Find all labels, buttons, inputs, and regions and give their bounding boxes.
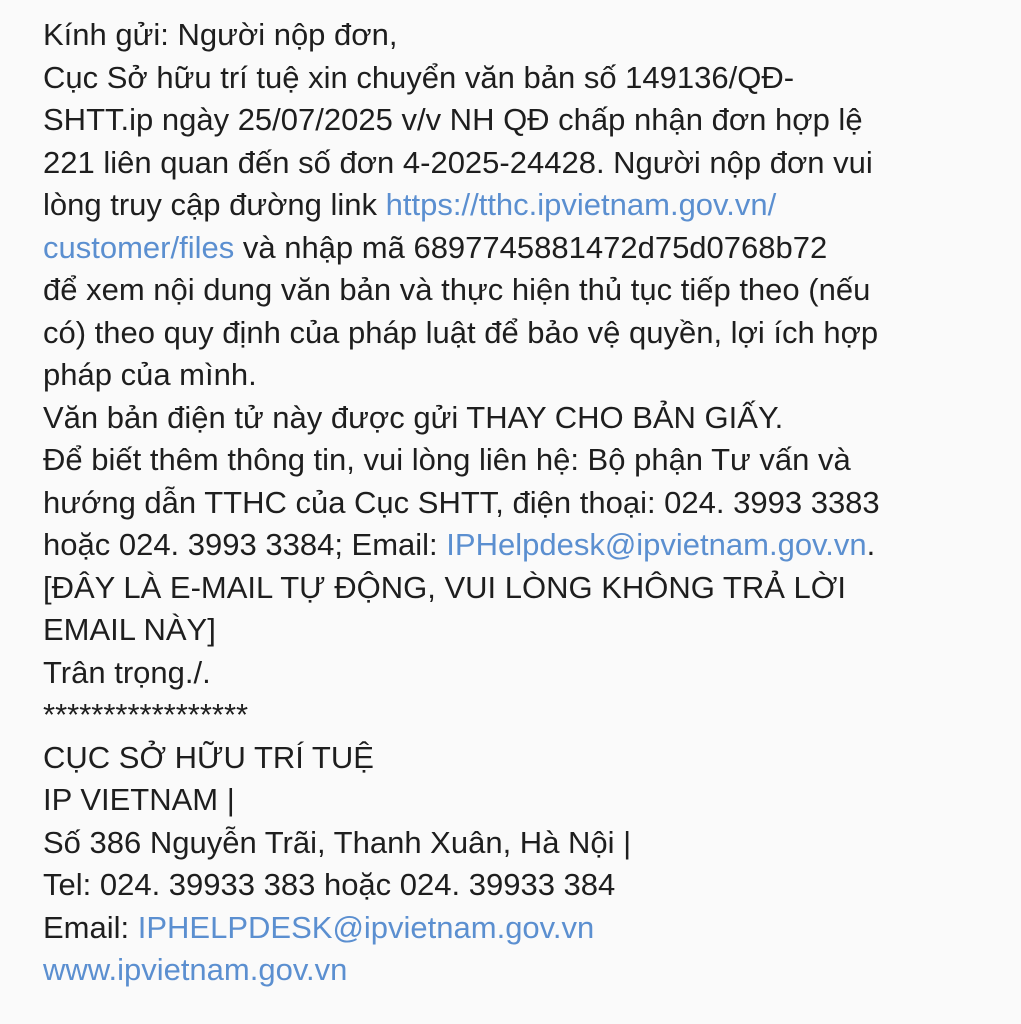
helpdesk-email-link[interactable]: IPHelpdesk@ipvietnam.gov.vn — [446, 527, 867, 562]
signature-website — [43, 949, 1003, 992]
files-link-continued[interactable]: customer/files — [43, 229, 235, 265]
body-line: Cục Sở hữu trí tuệ xin chuyển văn bản số 149136/QĐ- — [43, 59, 795, 95]
contact-line: hướng dẫn TTHC của Cục SHTT, điện thoại: 024. 3993 3383 — [43, 484, 880, 520]
signature-org: CỤC SỞ HỮU TRÍ TUỆ — [43, 739, 374, 775]
files-link[interactable]: https://tthc.ipvietnam.gov.vn/ — [385, 187, 777, 222]
body-line — [43, 227, 1003, 270]
closing: Trân trọng./. — [43, 654, 211, 690]
contact-period: . — [866, 527, 876, 562]
contact-text: hoặc 024. 3993 3384; Email: — [43, 527, 447, 562]
email-message-body — [43, 14, 1003, 992]
signature-email-link[interactable]: IPHELPDESK@ipvietnam.gov.vn — [137, 909, 595, 945]
body-line: SHTT.ip ngày 25/07/2025 v/v NH QĐ chấp nhận đơn hợp lệ — [43, 102, 863, 137]
electronic-document-note: Văn bản điện tử này được gửi THAY CHO BẢN GIẤY. — [43, 399, 784, 435]
signature-brand: IP VIETNAM | — [43, 782, 235, 817]
access-code-text: và nhập mã 6897745881472d75d0768b72 — [234, 229, 828, 265]
contact-line — [43, 524, 1003, 567]
signature-address: Số 386 Nguyễn Trãi, Thanh Xuân, Hà Nội | — [43, 824, 632, 860]
auto-email-notice: [ĐÂY LÀ E-MAIL TỰ ĐỘNG, VUI LÒNG KHÔNG TRẢ LỜI — [43, 569, 846, 605]
signature-email — [43, 907, 1003, 950]
body-text: lòng truy cập đường link — [43, 187, 386, 222]
body-line: có) theo quy định của pháp luật để bảo vệ quyền, lợi ích hợp — [43, 314, 879, 350]
contact-line: Để biết thêm thông tin, vui lòng liên hệ: Bộ phận Tư vấn và — [43, 442, 851, 477]
body-line: để xem nội dung văn bản và thực hiện thủ tục tiếp theo (nếu — [43, 272, 871, 307]
separator: ***************** — [43, 697, 249, 732]
website-link[interactable]: www.ipvietnam.gov.vn — [43, 952, 348, 987]
signature-tel: Tel: 024. 39933 383 hoặc 024. 39933 384 — [43, 867, 616, 902]
body-line: 221 liên quan đến số đơn 4-2025-24428. Người nộp đơn vui — [43, 144, 873, 180]
greeting: Kính gửi: Người nộp đơn, — [43, 17, 398, 52]
signature-email-label: Email: — [43, 909, 138, 945]
body-line — [43, 184, 1003, 227]
auto-email-notice: EMAIL NÀY] — [43, 612, 216, 647]
body-line: pháp của mình. — [43, 357, 257, 392]
